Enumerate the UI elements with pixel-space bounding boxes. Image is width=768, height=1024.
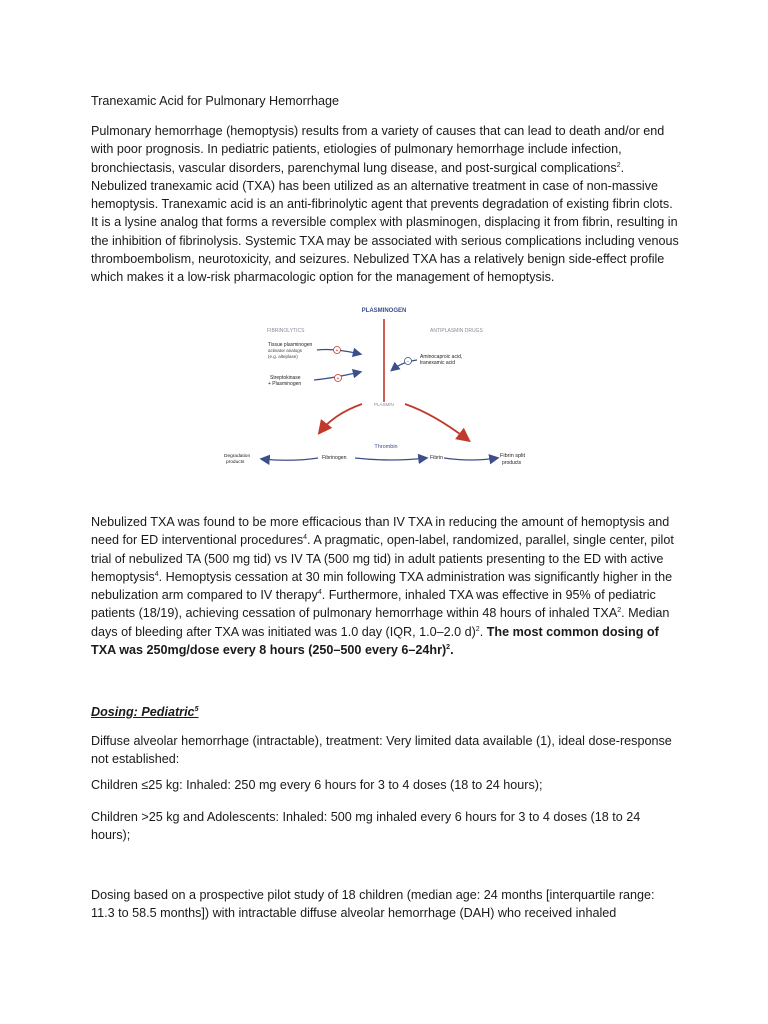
plasmin-label: PLASMIN <box>374 402 394 407</box>
fibrinogen-label: Fibrinogen <box>322 455 347 461</box>
dosing-heading-text: Dosing: Pediatric <box>91 705 195 719</box>
aminocaproic-label-2: tranexamic acid <box>420 360 456 366</box>
efficacy-text-e: . Median days of bleeding after TXA was initiated was 1.0 day (IQR, 1.0–2.0 d) <box>91 606 670 639</box>
fibrinogen-to-degradation-arrow <box>262 458 318 460</box>
efficacy-text-d: . Furthermore, inhaled TXA was effective in 95% of pediatric patients (18/19), achieving cessation of pulmonary hemorrhage within 48 hours of inhaled TXA <box>91 588 656 621</box>
fibrin-to-split-products-arrow <box>444 458 497 460</box>
efficacy-text-f: . <box>479 624 487 639</box>
common-dosing-end: . <box>450 643 454 658</box>
plasmin-to-fibrin-arrow <box>405 404 468 440</box>
thrombin-label: Thrombin <box>374 444 398 450</box>
strep-label-2: + Plasminogen <box>268 381 302 387</box>
citation: 5 <box>194 705 199 713</box>
intro-text-b: . Nebulized tranexamic acid (TXA) has been utilized as an alternative treatment in case of non-massive hemoptysis. Tranexamic acid is an anti-fibrinolytic agent that prevents degradation of existing fibrin clots. It is a lysine analog that forms a reversible complex with plasminogen, displacing it from fibrin, resulting in the inhibition of fibrinolysis. Systemic TXA may be associated with serious complications including venous thromboembolism, neurotoxicity, and seizures. Nebulized TXA has a relatively benign side-effect profile which makes it a low-risk pharmacologic option for the management of hemoptysis. <box>91 160 679 285</box>
plasminogen-label: PLASMINOGEN <box>361 308 407 314</box>
citation: 2 <box>617 607 622 615</box>
citation: 4 <box>154 570 159 578</box>
aminocaproic-label-1: Aminocaproic acid, <box>420 354 463 360</box>
citation: 2 <box>475 625 480 633</box>
efficacy-text-a: Nebulized TXA was found to be more efficacious than IV TXA in reducing the amount of hemoptysis and need for ED interventional procedures <box>91 515 670 548</box>
citation: 4 <box>303 534 308 542</box>
tpa-label-1: Tissue plasminogen <box>268 342 313 348</box>
children-over-25kg-dose: Children >25 kg and Adolescents: Inhaled: 500 mg inhaled every 6 hours for 3 to 4 doses (18 to 24 hours); <box>91 810 641 843</box>
dosing-pediatric-heading <box>91 703 681 721</box>
plasmin-to-fibrinogen-arrow <box>320 404 362 432</box>
tpa-label-2: activator analogs <box>268 348 303 353</box>
fibrin-split-label-2: products <box>502 460 522 466</box>
antiplasmin-label: ANTIPLASMIN DRUGS <box>430 328 483 334</box>
fibrin-split-label-1: Fibrin split <box>500 453 526 459</box>
fibrin-label: Fibrin <box>430 455 443 461</box>
antiplasmin-minus-sign: − <box>406 359 410 365</box>
degradation-label-2: products <box>226 460 245 465</box>
fibrinolysis-diagram <box>222 302 542 477</box>
efficacy-paragraph <box>91 513 681 659</box>
pilot-study-paragraph: Dosing based on a prospective pilot study of 18 children (median age: 24 months [interquartile range: 11.3 to 58.5 months]) with intractable diffuse alveolar hemorrhage (DAH) who received inhaled <box>91 888 655 921</box>
citation: 2 <box>616 161 621 169</box>
strep-plus-sign: + <box>336 376 340 382</box>
citation: 4 <box>317 589 322 596</box>
tpa-plus-sign: + <box>335 348 339 354</box>
intro-paragraph <box>91 122 681 287</box>
fibrinolytics-label: FIBRINOLYTICS <box>267 328 305 334</box>
tpa-label-3: (e.g. alteplase) <box>268 354 298 359</box>
intro-text-a: Pulmonary hemorrhage (hemoptysis) results from a variety of causes that can lead to death and/or end with poor prognosis. In pediatric patients, etiologies of pulmonary hemorrhage include infection, bronchiectasis, vascular disorders, parenchymal lung disease, and post-surgical complications <box>91 124 665 175</box>
efficacy-text-c: . Hemoptysis cessation at 30 min following TXA administration was significantly higher in the nebulization arm compared to IV therapy <box>91 569 673 603</box>
degradation-label-1: Degradation <box>224 454 251 459</box>
document-title: Tranexamic Acid for Pulmonary Hemorrhage <box>91 94 340 108</box>
dah-treatment-paragraph: Diffuse alveolar hemorrhage (intractable), treatment: Very limited data available (1), ideal dose-response not established: <box>91 734 672 767</box>
efficacy-text-b: . A pragmatic, open-label, randomized, parallel, single center, pilot trial of nebulized TA (500 mg tid) vs IV TA (500 mg tid) in adult patients presenting to the ED with active hemoptysis <box>91 533 674 584</box>
fibrinogen-to-fibrin-arrow <box>355 458 426 460</box>
common-dosing-text: The most common dosing of TXA was 250mg/dose every 8 hours (250–500 every 6–24hr) <box>91 624 659 658</box>
children-under-25kg-dose: Children ≤25 kg: Inhaled: 250 mg every 6 hours for 3 to 4 doses (18 to 24 hours); <box>91 778 543 792</box>
citation: 2 <box>446 643 451 651</box>
strep-label-1: Streptokinase <box>270 375 301 381</box>
